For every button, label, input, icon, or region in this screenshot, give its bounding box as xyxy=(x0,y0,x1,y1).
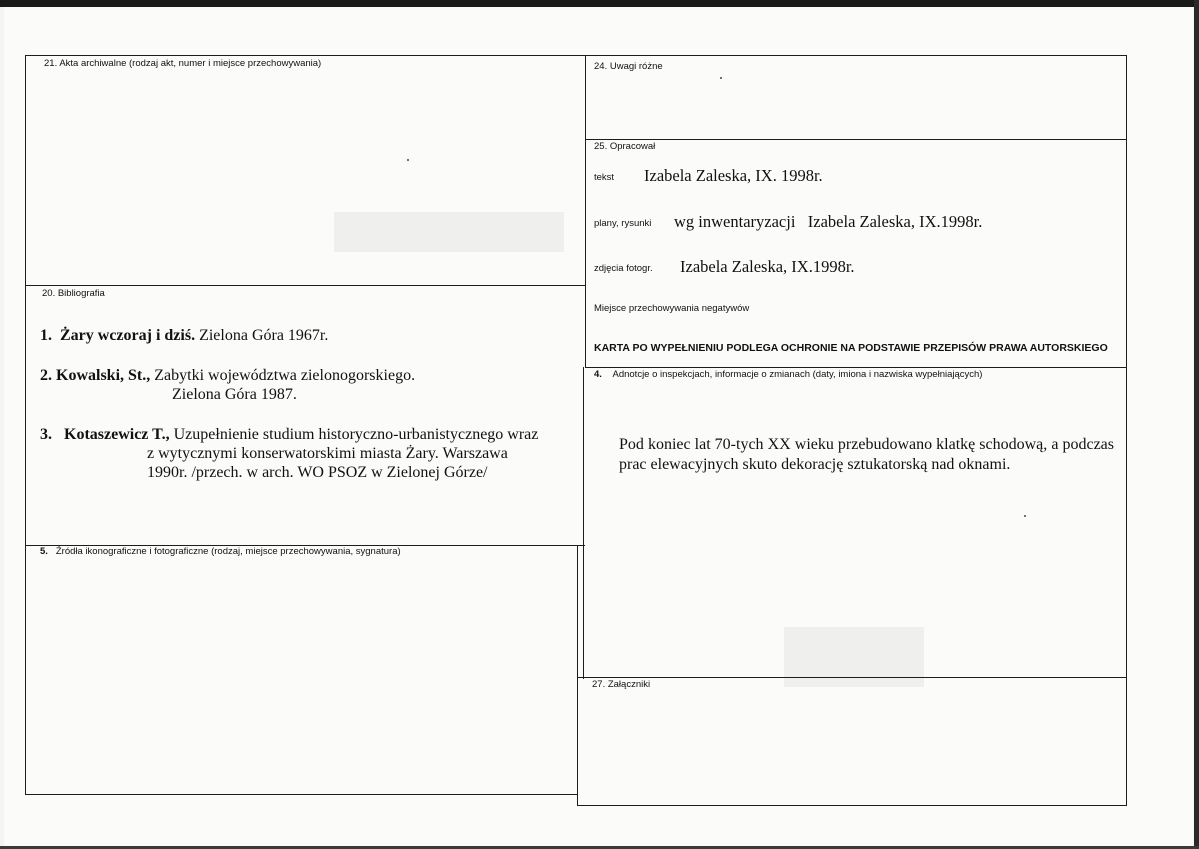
section-24-label: 24. Uwagi różne xyxy=(594,61,663,72)
frame-right xyxy=(1126,55,1127,806)
frame-left xyxy=(25,55,26,795)
section-25-label: 25. Opracował xyxy=(594,141,656,152)
photos-author-label: zdjęcia fotogr. xyxy=(594,263,653,274)
bib-3-number: 3. xyxy=(40,426,52,443)
scan-edge-right xyxy=(1194,0,1199,849)
divider-h-21-20 xyxy=(25,285,586,286)
bib-3-author: Kotaszewicz T., xyxy=(64,426,170,443)
section-5-text: Źródła ikonograficzne i fotograficzne (rodzaj, miejsce przechowywania, sygnatura) xyxy=(55,546,401,557)
bib-3-title: Uzupełnienie studium historyczno-urbanistycznego wraz xyxy=(173,426,539,443)
photos-author-value: Izabela Zaleska, IX.1998r. xyxy=(680,257,855,276)
bib-3-line-3: 1990r. /przech. w arch. WO PSOZ w Zielonej Górze/ xyxy=(147,464,488,481)
frame-bottom-right xyxy=(577,805,1127,806)
section-5-number: 5. xyxy=(40,546,48,557)
bib-2-number: 2. xyxy=(40,367,52,384)
divider-v-middle xyxy=(583,367,584,679)
scan-speck xyxy=(407,159,409,161)
form-sheet xyxy=(4,7,1193,846)
bib-3-line-2: z wytycznymi konserwatorskimi miasta Żary. Warszawa xyxy=(147,445,508,462)
bib-1-number: 1. xyxy=(40,327,52,344)
section-21-label: 21. Akta archiwalne (rodzaj akt, numer i miejsce przechowywania) xyxy=(44,58,322,69)
divider-h-25-4 xyxy=(585,367,1127,368)
negatives-location-label: Miejsce przechowywania negatywów xyxy=(594,303,750,314)
section-27-label: 27. Załączniki xyxy=(592,679,651,690)
section-4-number: 4. xyxy=(594,369,602,380)
scan-speck xyxy=(720,77,722,79)
drawings-author-label: plany, rysunki xyxy=(594,218,652,229)
copyright-notice: KARTA PO WYPEŁNIENIU PODLEGA OCHRONIE NA PODSTAWIE PRZEPISÓW PRAWA AUTORSKIEGO xyxy=(594,342,1108,354)
bibliography-item-1 xyxy=(40,326,328,345)
bib-1-details: Zielona Góra 1967r. xyxy=(199,327,329,344)
section-4-text: Adnotcje o inspekcjach, informacje o zmianach (daty, imiona i nazwiska wypełniających) xyxy=(612,369,983,380)
section-20-label: 20. Bibliografia xyxy=(42,288,105,299)
divider-v-lower xyxy=(577,545,578,806)
frame-bottom-left xyxy=(25,794,578,795)
scan-smudge xyxy=(334,212,564,252)
changes-note: Pod koniec lat 70-tych XX wieku przebudowano klatkę schodową, a podczas prac elewacyjnych skuto dekorację sztukatorską nad oknami. xyxy=(619,436,1114,473)
scan-speck xyxy=(1024,515,1026,517)
divider-h-24-25 xyxy=(585,139,1127,140)
divider-v-upper xyxy=(585,55,586,367)
frame-top xyxy=(25,55,1127,56)
bib-2-line-2: Zielona Góra 1987. xyxy=(172,386,297,403)
bib-2-author: Kowalski, St., xyxy=(56,367,151,384)
section-4-label xyxy=(594,369,982,380)
bibliography-item-2 xyxy=(40,366,415,385)
bib-2-title: Zabytki województwa zielonogorskiego. xyxy=(154,367,416,384)
drawings-author-value: wg inwentaryzacji Izabela Zaleska, IX.1998r. xyxy=(674,212,983,231)
bib-1-title: Żary wczoraj i dziś. xyxy=(60,327,196,344)
text-author-label: tekst xyxy=(594,172,615,183)
divider-h-4-27 xyxy=(577,677,1127,678)
scan-smudge xyxy=(784,627,924,687)
text-author-value: Izabela Zaleska, IX. 1998r. xyxy=(644,166,823,185)
bibliography-item-3 xyxy=(40,425,538,444)
section-5-label xyxy=(40,546,401,557)
scan-edge-top xyxy=(0,0,1199,7)
